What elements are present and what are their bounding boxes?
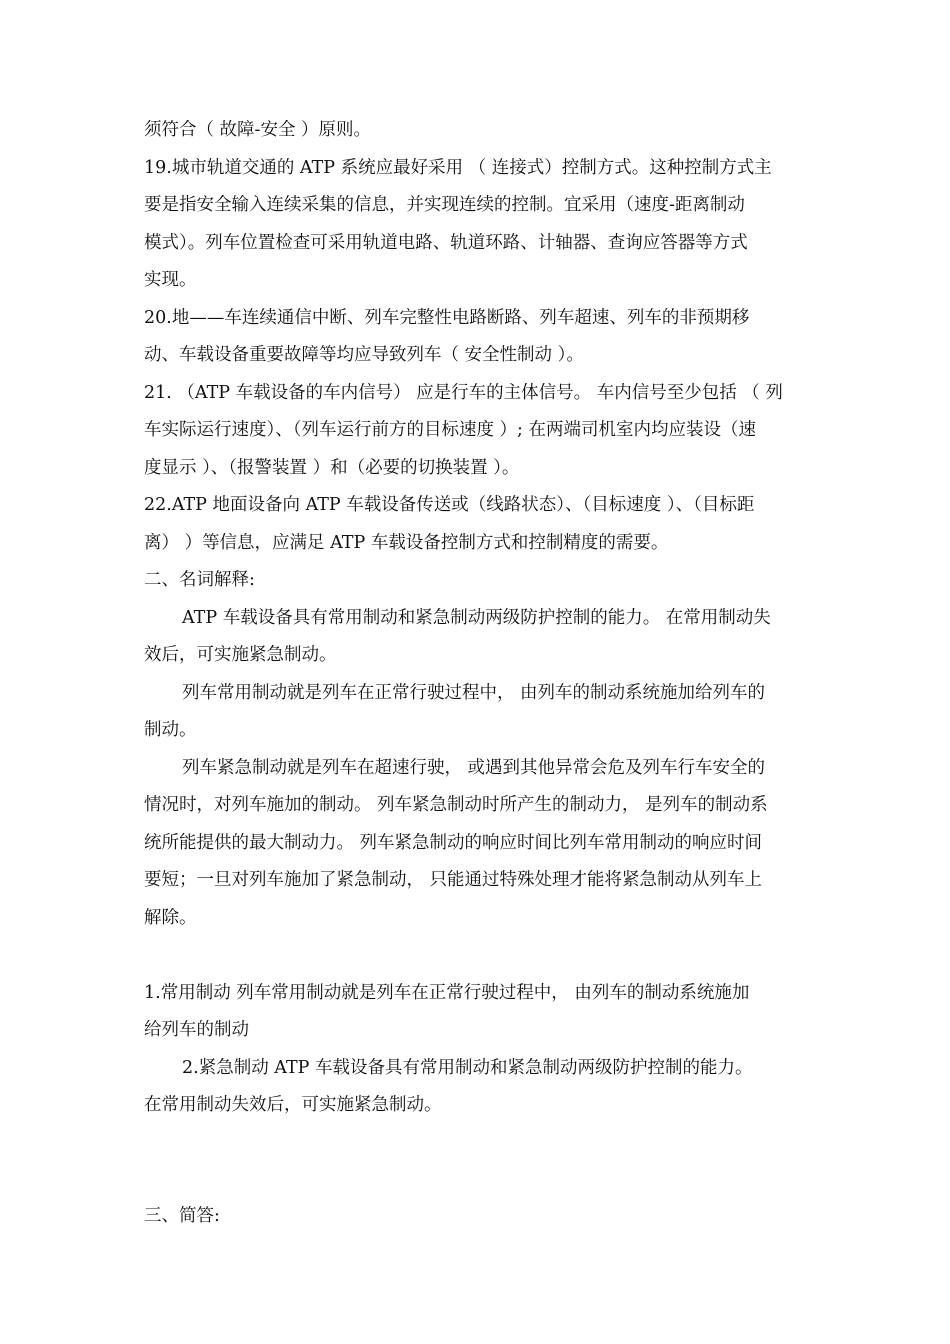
- section-heading-short-answer: 三、简答:: [144, 1206, 220, 1226]
- paragraph-line: 列车紧急制动就是列车在超速行驶， 或遇到其他异常会危及列车行车安全的: [182, 757, 766, 778]
- term-2-line: 2.紧急制动 ATP 车载设备具有常用制动和紧急制动两级防护控制的能力。: [182, 1057, 753, 1078]
- text-line: 实现。: [144, 270, 197, 290]
- text-line: 车实际运行速度）、（列车运行前方的目标速度 ）; 在两端司机室内均应装设（速: [144, 420, 757, 440]
- text-line: 统所能提供的最大制动力。 列车紧急制动的响应时间比列车常用制动的响应时间: [144, 832, 763, 853]
- document-page: [144, 112, 812, 1236]
- item-22-line: 22.ATP 地面设备向 ATP 车载设备传送或（线路状态）、（目标速度 ）、（目标距: [144, 495, 755, 515]
- text-line: 动、车载设备重要故障等均应导致列车（ 安全性制动 ）。: [144, 345, 584, 365]
- text-line: 要短；一旦对列车施加了紧急制动， 只能通过特殊处理才能将紧急制动从列车上: [144, 870, 763, 890]
- text-line: 制动。: [144, 720, 197, 740]
- text-line: 给列车的制动: [144, 1020, 249, 1040]
- text-line: 要是指安全输入连续采集的信息，并实现连续的控制。宜采用（速度-距离制动: [144, 195, 745, 215]
- item-21-line: 21. （ATP 车载设备的车内信号） 应是行车的主体信号。 车内信号至少包括 （ 列: [144, 382, 783, 403]
- term-1-line: 1.常用制动 列车常用制动就是列车在正常行驶过程中， 由列车的制动系统施加: [144, 982, 750, 1003]
- section-heading-terms: 二、名词解释:: [144, 570, 255, 590]
- text-line: 离） ）等信息，应满足 ATP 车载设备控制方式和控制精度的需要。: [144, 532, 669, 553]
- text-line: 情况时，对列车施加的制动。 列车紧急制动时所产生的制动力， 是列车的制动系: [144, 795, 768, 815]
- text-line: 度显示 ）、（报警装置 ）和（必要的切换装置 ）。: [144, 457, 520, 478]
- text-line: 效后，可实施紧急制动。: [144, 645, 337, 665]
- blank-line: [144, 1162, 812, 1198]
- item-20-line: 20.地——车连续通信中断、列车完整性电路断路、列车超速、列车的非预期移: [144, 307, 750, 328]
- blank-line: [144, 937, 812, 975]
- text-line: 在常用制动失效后，可实施紧急制动。: [144, 1095, 442, 1115]
- paragraph-line: ATP 车载设备具有常用制动和紧急制动两级防护控制的能力。 在常用制动失: [182, 607, 771, 628]
- text-line: 模式）。列车位置检查可采用轨道电路、轨道环路、计轴器、查询应答器等方式: [144, 232, 748, 253]
- blank-line: [144, 1125, 812, 1163]
- text-line: 须符合（ 故障-安全 ）原则。: [144, 120, 372, 140]
- text-line: 解除。: [144, 907, 197, 928]
- paragraph-line: 列车常用制动就是列车在正常行驶过程中， 由列车的制动系统施加给列车的: [182, 682, 766, 703]
- item-19-line: 19.城市轨道交通的 ATP 系统应最好采用 （ 连接式）控制方式。这种控制方式主: [144, 157, 772, 178]
